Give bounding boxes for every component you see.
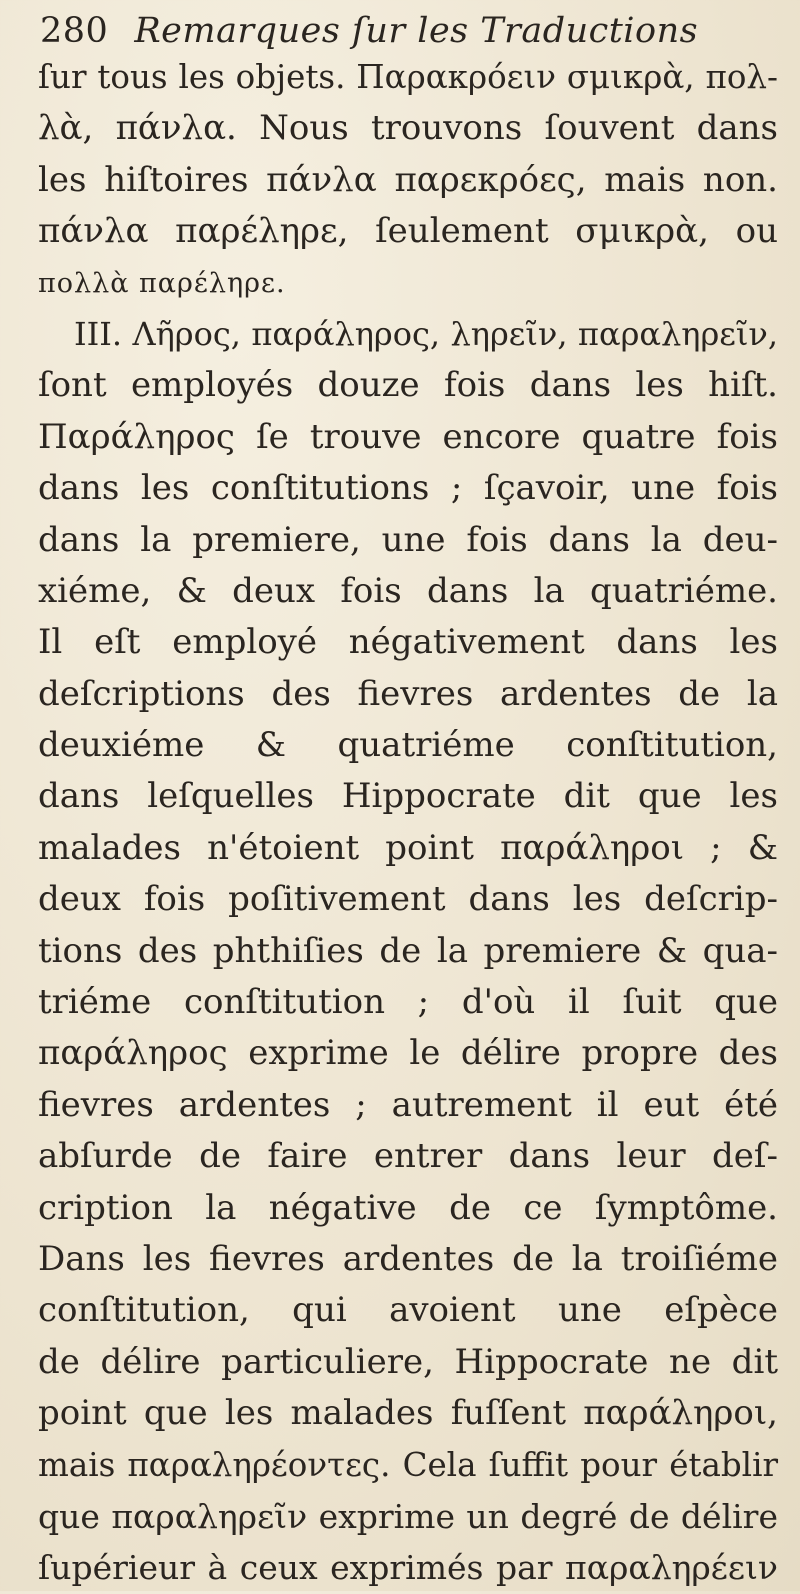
text-line: mais παραληρέοντες. Cela ſuffit pour établir	[38, 1445, 778, 1484]
text-line: de délire particuliere, Hippocrate ne dit	[38, 1341, 778, 1382]
text-line: παράληρος exprime le délire propre des	[38, 1033, 778, 1074]
text-line: Dans les fievres ardentes de la troiſiéme	[38, 1238, 778, 1279]
page-header	[40, 6, 780, 56]
text-line: xiéme, & deux fois dans la quatriéme.	[38, 570, 778, 611]
text-line: tions des phthiſies de la premiere & qua-	[38, 930, 778, 971]
text-line: triéme conſtitution ; d'où il ſuit que	[38, 982, 778, 1023]
text-line: deſcriptions des fievres ardentes de la	[38, 673, 778, 714]
text-line: Il eſt employé négativement dans les	[38, 622, 778, 663]
text-body	[38, 52, 778, 1594]
text-line: λὰ, πάνλα. Nous trouvons ſouvent dans	[38, 108, 778, 149]
text-line: point que les malades fuſſent παράληροι,	[38, 1393, 778, 1434]
text-line: que παραληρεῖν exprime un degré de délire	[38, 1496, 778, 1536]
text-line: ſont employés douze fois dans les hiſt.	[38, 365, 778, 406]
text-line: πάνλα παρέληρε, ſeulement σμικρὰ, ou	[38, 211, 778, 252]
text-line: dans la premiere, une fois dans la deu-	[38, 519, 778, 560]
text-line: Παράληρος ſe trouve encore quatre fois	[38, 416, 778, 457]
text-line: conſtitution, qui avoient une eſpèce	[38, 1290, 778, 1331]
text-line: ſur tous les objets. Παρακρόειν σμικρὰ, πολ-	[38, 58, 778, 96]
text-line: dans les conſtitutions ; ſçavoir, une fois	[38, 468, 778, 509]
text-line: malades n'étoient point παράληροι ; &	[38, 827, 778, 868]
text-line: ſupérieur à ceux exprimés par παραληρέειν	[38, 1548, 778, 1588]
text-line: deux fois poſitivement dans les deſcrip-	[38, 879, 778, 920]
paragraph-start-line: III. Λῆρος, παράληρος, ληρεῖν, παραληρεῖν,	[74, 314, 778, 353]
page-number: 280	[40, 11, 109, 51]
running-title: Remarques ſur les Traductions	[134, 11, 699, 51]
text-line: cription la négative de ce ſymptôme.	[38, 1187, 778, 1228]
text-line: les hiſtoires πάνλα παρεκρόες, mais non.	[38, 159, 778, 200]
text-line: abſurde de faire entrer dans leur deſ-	[38, 1136, 778, 1177]
text-line: πολλὰ παρέληρε.	[38, 267, 286, 299]
text-line: fievres ardentes ; autrement il eut été	[38, 1084, 778, 1125]
text-line: dans leſquelles Hippocrate dit que les	[38, 776, 778, 817]
text-line: deuxiéme & quatriéme conſtitution,	[38, 725, 778, 766]
